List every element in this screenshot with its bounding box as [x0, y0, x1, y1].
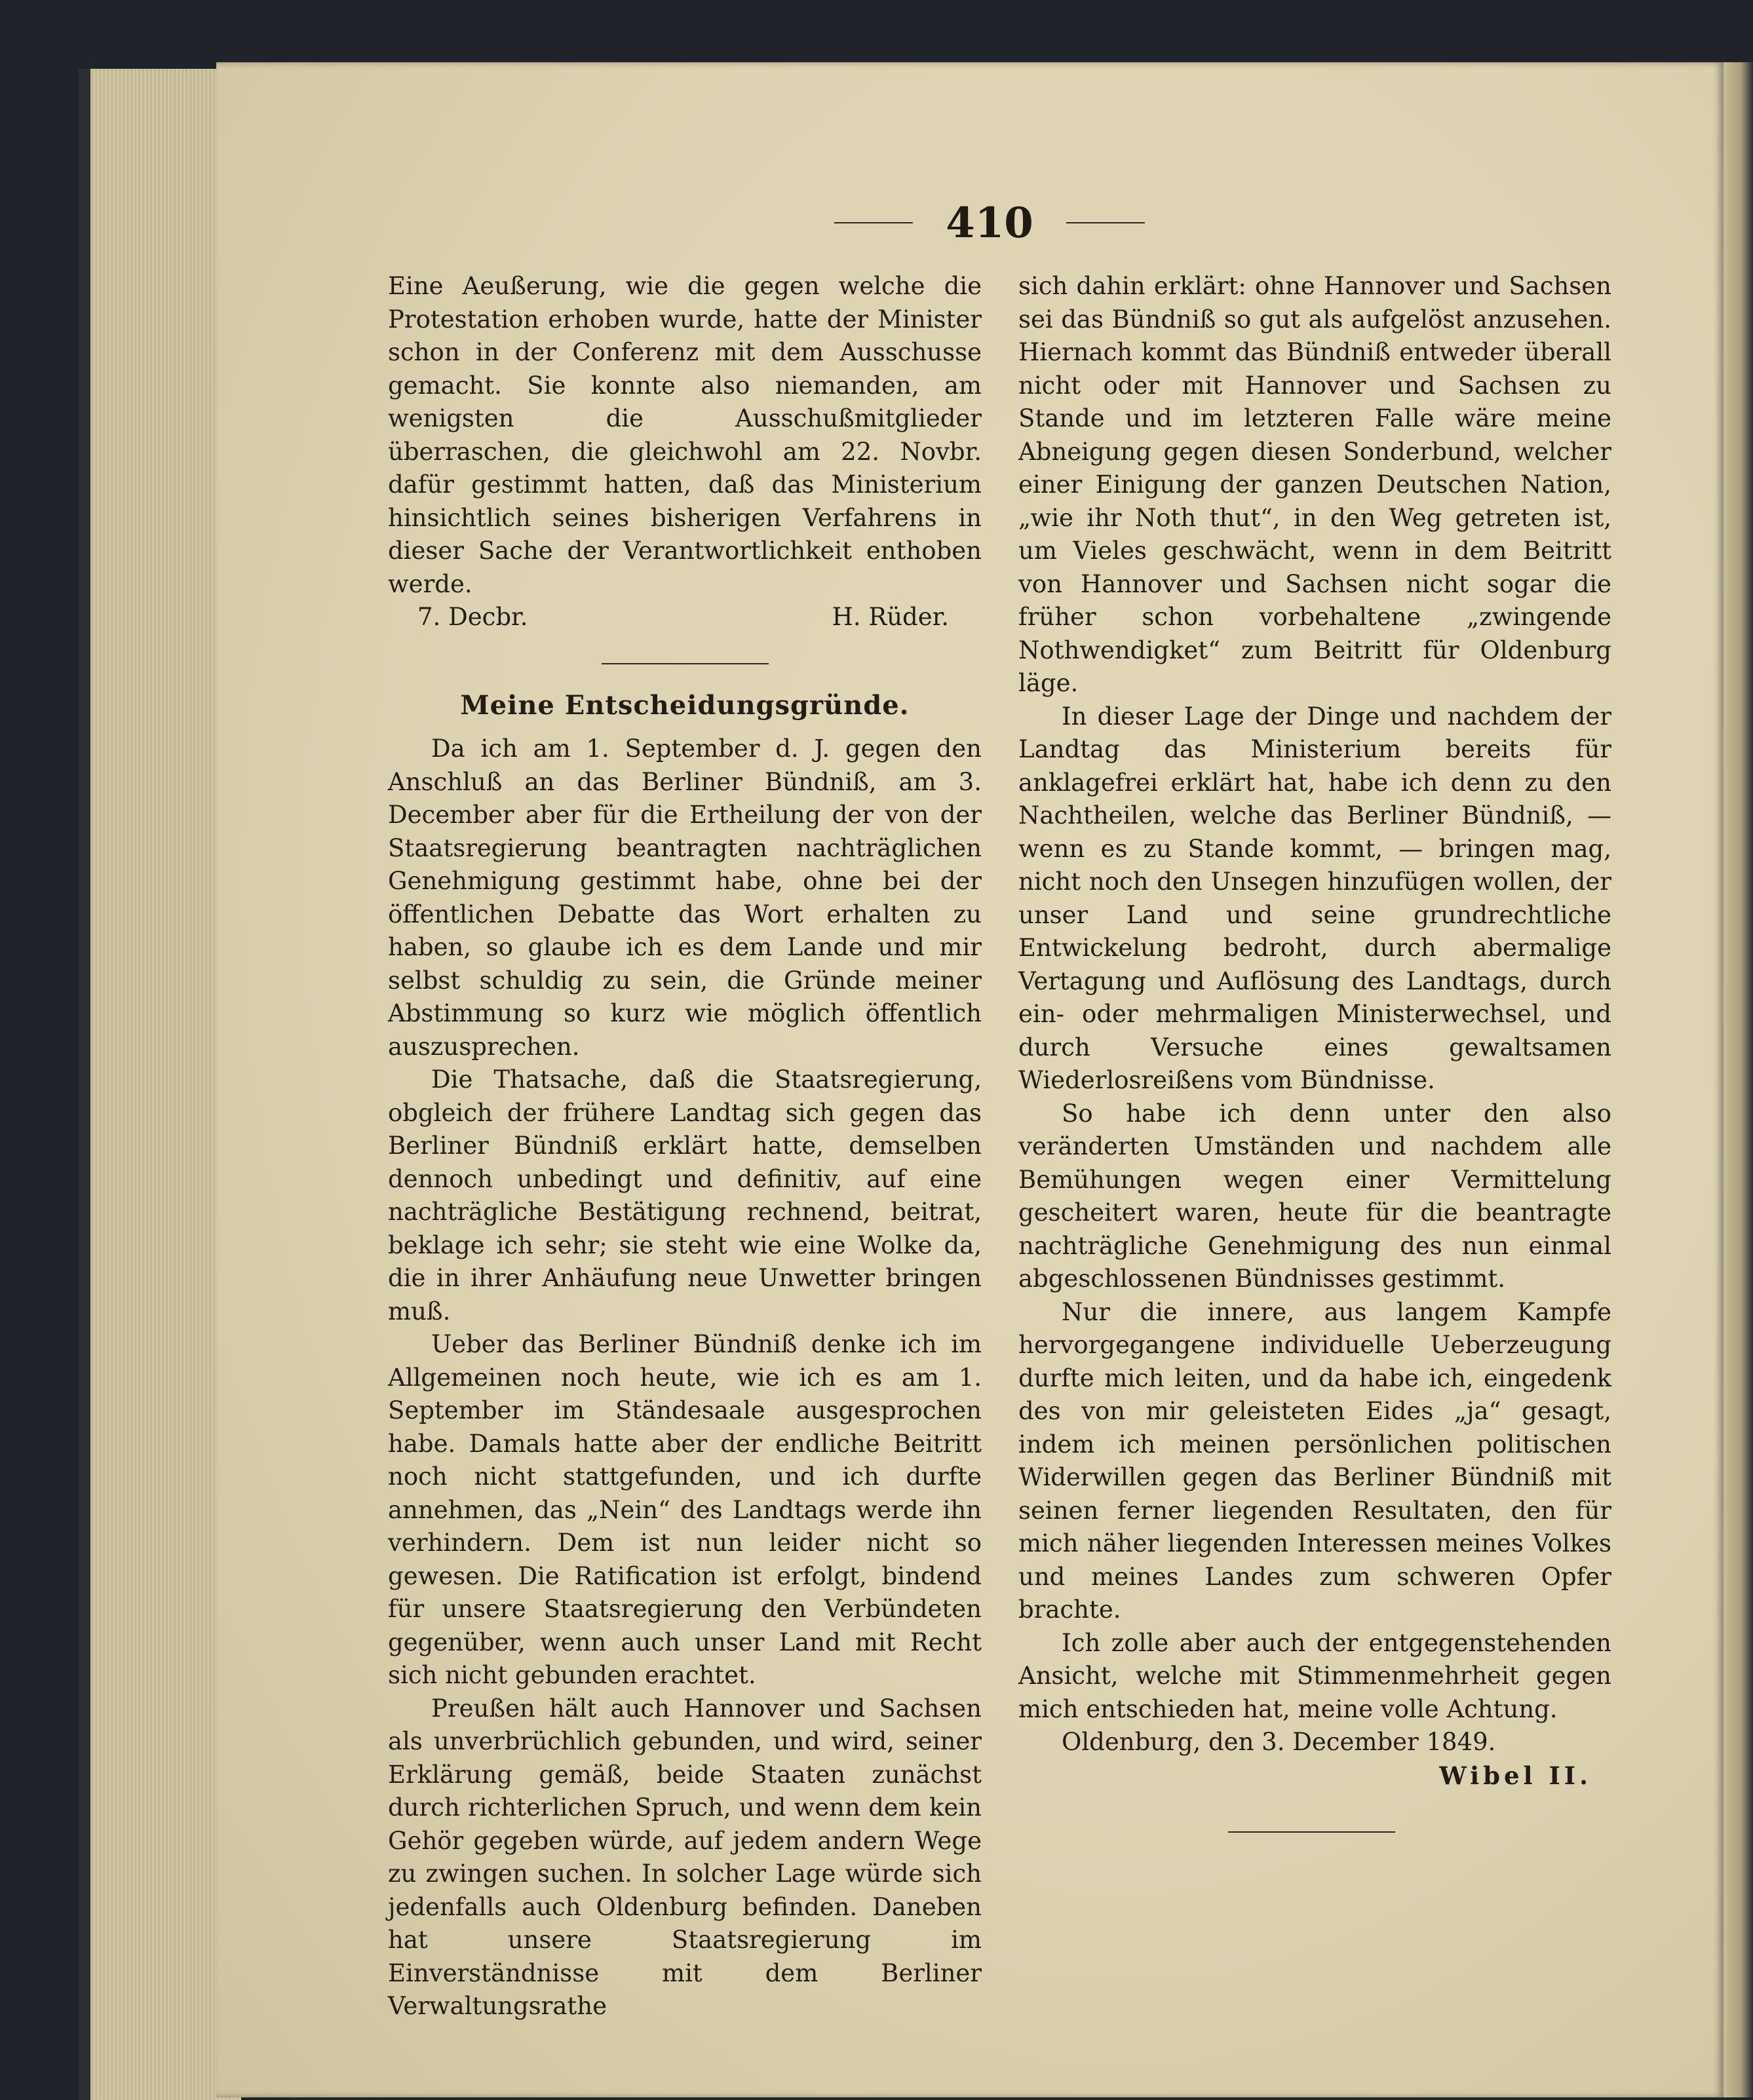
left-paragraph-4: Ueber das Berliner Bündniß denke ich im Allgemeinen noch heute, wie ich es am 1. September im Ständesaale ausgesprochen habe. Damals hatte aber der endliche Beitritt noch nicht stattgefunden, und ich durfte annehmen, das „Nein“ des Landtags werde ihn verhindern. Dem ist nun leider nicht so gewesen. Die Ratification ist erfolgt, bindend für unsere Staatsregierung den Verbündeten gegenüber, wenn auch unser Land mit Recht sich nicht gebunden erachtet. [388, 1330, 982, 1689]
signature-name: H. Rüder. [832, 603, 949, 631]
signature-date: 7. Decbr. [417, 603, 528, 631]
closing-signature: Wibel II. [1439, 1761, 1592, 1790]
left-paragraph-1: Eine Aeußerung, wie die gegen welche die Protestation erhoben wurde, hatte der Minister schon in der Conferenz mit dem Ausschusse gemacht. Sie konnte also niemanden, am wenigsten die Ausschußmitglieder überraschen, die gleichwohl am 22. Novbr. dafür gestimmt hatten, daß das Ministerium hinsichtlich seines bisherigen Verfahrens in dieser Sache der Verantwortlichkeit enthoben werde. [388, 272, 982, 598]
left-paragraph-3: Die Thatsache, daß die Staatsregierung, obgleich der frühere Landtag sich gegen das Berliner Bündniß erklärt hatte, demselben dennoch unbedingt und definitiv, auf eine nachträgliche Bestätigung rechnend, beitrat, beklage ich sehr; sie steht wie eine Wolke da, die in ihrer Anhäufung neue Unwetter bringen muß. [388, 1065, 982, 1326]
left-paragraph-2: Da ich am 1. September d. J. gegen den Anschluß an das Berliner Bündniß, am 3. December aber für die Ertheilung der von der Staatsregierung beantragten nachträglichen Genehmigung gestimmt habe, ohne bei der öffentlichen Debatte das Wort erhalten zu haben, so glaube ich es dem Lande und mir selbst schuldig zu sein, die Gründe meiner Abstimmung so kurz wie möglich öffentlich auszusprechen. [388, 735, 982, 1061]
page-header [813, 197, 1166, 249]
right-paragraph-5: Ich zolle aber auch der entgegenstehenden Ansicht, welche mit Stimmenmehrheit gegen mich entschieden hat, meine volle Achtung. [1018, 1628, 1611, 1723]
page-gutter-edge [1724, 62, 1753, 2097]
signature-row [388, 601, 982, 634]
right-column [1018, 270, 1611, 1833]
header-rule-right [1066, 222, 1145, 223]
right-paragraph-1: sich dahin erklärt: ohne Hannover und Sachsen sei das Bündniß so gut als aufgelöst anzusehen. Hiernach kommt das Bündniß entweder überall nicht oder mit Hannover und Sachsen zu Stande und im letzteren Falle wäre meine Abneigung gegen diesen Sonderbund, welcher einer Einigung der ganzen Deutschen Nation, „wie ihr Noth thut“, in den Weg getreten ist, um Vieles geschwächt, wenn in dem Beitritt von Hannover und Sachsen nicht sogar die früher schon vorbehaltene „zwingende Nothwendigket“ zum Beitritt für Oldenburg läge. [1018, 272, 1611, 697]
section-divider [602, 663, 769, 664]
section-heading: Meine Entscheidungsgründe. [460, 689, 910, 721]
place-date-line: Oldenburg, den 3. December 1849. [1062, 1728, 1496, 1756]
header-rule-left [834, 222, 913, 223]
left-column [388, 270, 982, 2023]
page-number: 410 [946, 198, 1033, 248]
left-paragraph-5: Preußen hält auch Hannover und Sachsen als unverbrüchlich gebunden, und wird, seiner Erklärung gemäß, beide Staaten zunächst durch richterlichen Spruch, und wenn dem kein Gehör gegeben würde, auf jedem andern Wege zu zwingen suchen. In solcher Lage würde sich jedenfalls auch Oldenburg befinden. Daneben hat unsere Staatsregierung im Einverständnisse mit dem Berliner Verwaltungsrathe [388, 1694, 982, 2020]
closing-divider [1228, 1831, 1395, 1833]
right-paragraph-2: In dieser Lage der Dinge und nachdem der Landtag das Ministerium bereits für anklagefrei erklärt hat, habe ich denn zu den Nachtheilen, welche das Berliner Bündniß, — wenn es zu Stande kommt, — bringen mag, nicht noch den Unsegen hinzufügen wollen, der unser Land und seine grundrechtliche Entwickelung bedroht, durch abermalige Vertagung und Auflösung des Landtags, durch ein- oder mehrmaligen Ministerwechsel, und durch Versuche eines gewaltsamen Wiederlosreißens vom Bündnisse. [1018, 702, 1611, 1094]
right-paragraph-3: So habe ich denn unter den also veränderten Umständen und nachdem alle Bemühungen wegen einer Vermittelung gescheitert waren, heute für die beantragte nachträgliche Genehmigung des nun einmal abgeschlossenen Bündnisses gestimmt. [1018, 1099, 1611, 1293]
right-paragraph-4: Nur die innere, aus langem Kampfe hervorgegangene individuelle Ueberzeugung durfte mich leiten, und da habe ich, eingedenk des von mir geleisteten Eides „ja“ gesagt, indem ich meinen persönlichen politischen Widerwillen gegen das Berliner Bündniß mit seinen ferner liegenden Resultaten, den für mich näher liegenden Interessen meines Volkes und meines Landes zum schweren Opfer brachte. [1018, 1297, 1611, 1624]
